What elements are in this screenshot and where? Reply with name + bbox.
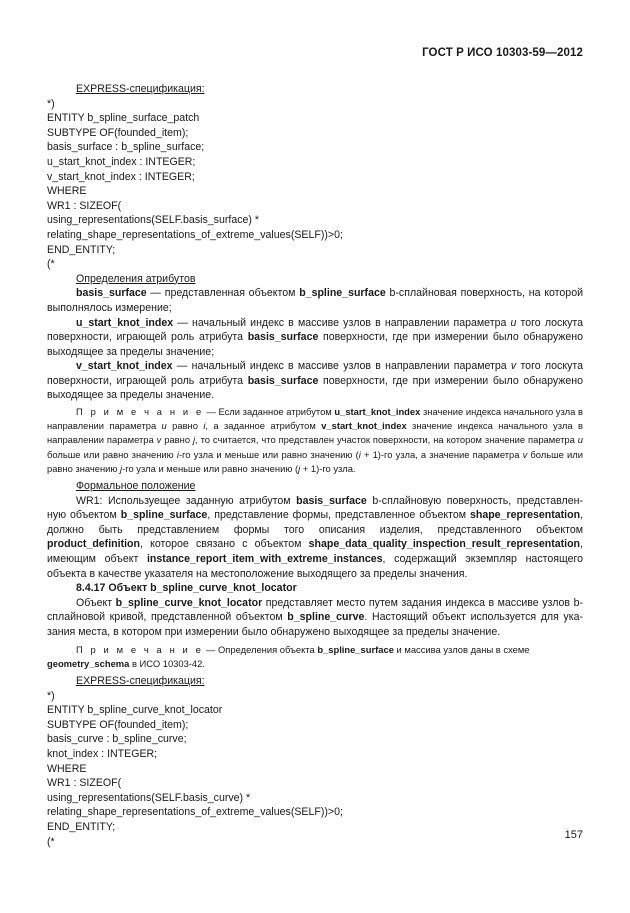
attr-term: v_start_knot_index [76,360,173,373]
entity-ref: u_start_knot_index [334,406,421,418]
attr-text: b-сплайновая поверхность, на которой выполнялось измерение; [47,287,583,314]
formal-heading: Формальное положение [76,480,196,493]
entity-ref: v_start_knot_index [321,420,407,432]
section-description: Объект b_spline_curve_knot_locator представляет место путем задания индекса в массиве узлов b-сплайновой кривой, представленной объектом b_spline_curve. Настоящий объект используется для ука-зания места, в котором при измерении было обнаружено выходящее за пределы значение. [47,596,583,639]
code-line: WHERE [47,762,87,775]
page-number: 157 [564,829,583,841]
express-code-block-1 [47,97,583,272]
code-line: END_ENTITY; [47,820,116,833]
code-line: v_start_knot_index : INTEGER; [47,170,195,183]
entity-ref: basis_surface [247,331,319,344]
page-content [47,82,583,849]
code-line: *) [47,689,55,702]
entity-ref: b_spline_surface [317,643,394,655]
entity-ref: b_spline_surface [299,287,386,300]
code-line: ENTITY b_spline_curve_knot_locator [47,704,223,717]
attributes-heading: Определения атрибутов [76,272,196,285]
code-line: SUBTYPE OF(founded_item); [47,126,189,139]
entity-ref: basis_surface [247,374,319,387]
code-line: using_representations(SELF.basis_surface) * [47,214,259,227]
standard-header: ГОСТ Р ИСО 10303-59—2012 [422,47,583,59]
section-title: 8.4.17 Объект b_spline_curve_knot_locator [76,582,297,595]
param: u [510,316,517,329]
note-knot-index: П р и м е ч а н и е — Если заданное атрибутом u_start_knot_index значение индекса начального узла в направлении параметра u равно i, а заданное атрибутом v_start_knot_index значение индекса начального узла в направлении параметра v равно j, то считается, что представлен участок поверхности, на котором значение параметра u больше или равно значению i-го узла и меньше или равно значению (i + 1)-го узла, а значение параметра v больше или равно значению j-го узла и меньше или равно значению (j + 1)-го узла. [47,406,583,474]
code-line: u_start_knot_index : INTEGER; [47,155,196,168]
express-spec-heading-2: EXPRESS-спецификация: [76,675,205,688]
code-line: basis_curve : b_spline_curve; [47,733,187,746]
code-line: basis_surface : b_spline_surface; [47,141,205,154]
code-line: knot_index : INTEGER; [47,747,158,760]
note-geometry-schema: П р и м е ч а н и е — Определения объекта b_spline_surface и массива узлов даны в схеме geometry_schema в ИСО 10303-42. [47,643,530,669]
note-label: П р и м е ч а н и е [76,643,204,655]
entity-ref: b_spline_curve_knot_locator [115,596,263,609]
param: v [510,360,517,373]
express-code-block-2 [47,689,583,850]
code-line: using_representations(SELF.basis_curve) * [47,791,251,804]
code-line: END_ENTITY; [47,243,116,256]
entity-ref: instance_report_item_with_extreme_instances [146,553,383,566]
express-spec-heading: EXPRESS-спецификация: [76,83,205,95]
attr-u-start-knot-index [47,316,583,360]
attr-text: поверхности, где при измерении было обнаружено выходящее за пределы значение; [47,331,583,358]
entity-ref: shape_data_quality_inspection_result_representation [308,538,581,551]
attr-basis-surface [47,286,583,315]
code-line: (* [47,258,55,271]
attr-text: — начальный индекс в массиве узлов в направлении параметра [172,360,511,373]
code-line: (* [47,835,55,848]
attr-text: того лоскута поверхности, играющей роль атрибута [47,316,583,344]
entity-ref: b_spline_curve [287,611,365,624]
code-line: *) [47,97,55,110]
attr-text: — представленная объектом [146,287,300,300]
code-line: WHERE [47,185,87,198]
entity-ref: product_definition [47,538,140,551]
attr-text: — начальный индекс в массиве узлов в направлении параметра [173,316,511,329]
entity-ref: shape_representation [469,509,581,522]
attr-text: того лоскута поверхности, играющей роль атрибута [47,360,583,387]
attr-text: поверхности, где при измерении было обнаружено выходящее за пределы значение. [47,374,583,402]
code-line: ENTITY b_spline_surface_patch [47,112,200,125]
code-line: relating_shape_representations_of_extreme_values(SELF))>0; [47,228,343,241]
formal-wr1: WR1: Используещее заданную атрибутом basis_surface b-сплайновую поверхность, представлен-ную объектом b_spline_surface, представление формы, представленное объектом shape_representation, должно быть представлением формы того описания изделия, представленного объектом product_definition, которое связано с объектом shape_data_quality_inspection_result_representation, имеющим объект instance_report_item_with_extreme_instances, содержащий экземпляр настоящего объекта в качестве указателя на местоположение выходящего за пределы значения. [47,494,584,580]
note-label: П р и м е ч а н и е [76,406,204,418]
code-line: relating_shape_representations_of_extreme_values(SELF))>0; [47,806,343,819]
code-line: WR1 : SIZEOF( [47,777,122,790]
entity-ref: basis_surface [296,494,367,507]
attr-term: u_start_knot_index [76,316,174,329]
entity-ref: geometry_schema [47,657,130,669]
attr-v-start-knot-index [47,359,583,403]
entity-ref: b_spline_surface [120,509,208,522]
attr-term: basis_surface [76,287,147,300]
code-line: WR1 : SIZEOF( [47,199,122,212]
code-line: SUBTYPE OF(founded_item); [47,718,189,731]
